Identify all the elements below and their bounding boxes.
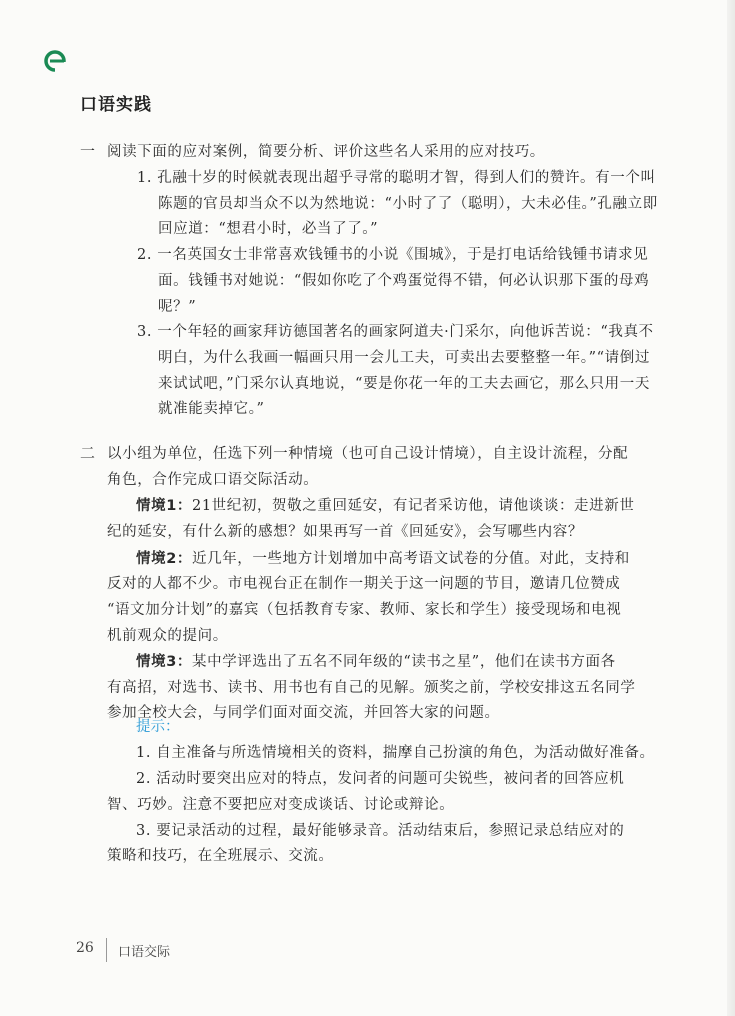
- scenario-3-line: 有高招，对选书、读书、用书也有自己的见解。颁奖之前，学校安排这五名同学: [107, 680, 636, 696]
- scenario-1-line: 纪的延安，有什么新的感想？如果再写一首《回延安》，会写哪些内容？: [107, 524, 583, 540]
- scenario-2-label: 情境2：: [136, 551, 192, 567]
- scenario-3-line: 某中学评选出了五名不同年级的“读书之星”，他们在读书方面各: [192, 654, 616, 670]
- scenario-2-line: 机前观众的提问。: [107, 628, 228, 644]
- scenario-3-label: 情境3：: [136, 654, 192, 670]
- section-2-number: 二: [80, 444, 96, 462]
- page-number: 26: [76, 940, 94, 956]
- scenario-2-line: “语文加分计划”的嘉宾（包括教育专家、教师、家长和学生）接受现场和电视: [107, 602, 622, 618]
- case-1-line: 陈题的官员却当众不以为然地说：“小时了了（聪明），大未必佳。”孔融立即: [158, 196, 658, 212]
- section-1-number: 一: [80, 142, 96, 160]
- case-3-line: 就准能卖掉它。”: [158, 401, 265, 417]
- case-3-line: 来试试吧，”门采尔认真地说，“要是你花一年的工夫去画它，那么只用一天: [158, 376, 650, 392]
- page-title: 口语实践: [80, 95, 152, 115]
- tip-label: 提示：: [136, 719, 180, 735]
- footer-divider: [106, 938, 107, 962]
- tip-1-line: 1. 自主准备与所选情境相关的资料，揣摩自己扮演的角色，为活动做好准备。: [136, 745, 655, 761]
- scenario-1-label: 情境1：: [136, 498, 192, 514]
- page-edge: [727, 0, 735, 1016]
- case-2-line: 面。钱锺书对她说：“假如你吃了个鸡蛋觉得不错，何必认识那下蛋的母鸡: [158, 273, 650, 289]
- section-1-intro: 阅读下面的应对案例，简要分析、评价这些名人采用的应对技巧。: [107, 144, 545, 160]
- section-2-intro: 以小组为单位，任选下列一种情境（也可自己设计情境），自主设计流程，分配: [107, 446, 629, 462]
- tip-2-line: 智、巧妙。注意不要把应对变成谈话、讨论或辩论。: [107, 797, 455, 813]
- leaf-logo-icon: [44, 50, 66, 72]
- tip-3-line: 3. 要记录活动的过程，最好能够录音。活动结束后，参照记录总结应对的: [136, 823, 625, 839]
- case-1-line: 1. 孔融十岁的时候就表现出超乎寻常的聪明才智，得到人们的赞许。有一个叫: [137, 170, 656, 186]
- scenario-3-line: 参加全校大会，与同学们面对面交流，并回答大家的问题。: [107, 705, 500, 721]
- tip-3-line: 策略和技巧，在全班展示、交流。: [107, 848, 334, 864]
- case-2-line: 2. 一名英国女士非常喜欢钱锺书的小说《围城》，于是打电话给钱锺书请求见: [137, 247, 649, 263]
- case-1-line: 回应道：“想君小时，必当了了。”: [158, 221, 379, 237]
- scenario-1-line: 21世纪初，贺敬之重回延安，有记者采访他，请他谈谈：走进新世: [192, 498, 635, 514]
- case-3-line: 明白，为什么我画一幅画只用一会儿工夫，可卖出去要整整一年。”“请倒过: [158, 350, 650, 366]
- case-3-line: 3. 一个年轻的画家拜访德国著名的画家阿道夫·门采尔，向他诉苦说：“我真不: [137, 324, 654, 340]
- tip-2-line: 2. 活动时要突出应对的特点，发问者的问题可尖锐些，被问者的回答应机: [136, 771, 625, 787]
- scenario-2-line: 反对的人都不少。市电视台正在制作一期关于这一问题的节目，邀请几位赞成: [107, 576, 621, 592]
- section-2-intro: 角色，合作完成口语交际活动。: [107, 472, 319, 488]
- case-2-line: 呢？”: [158, 299, 197, 315]
- scenario-2-line: 近几年，一些地方计划增加中高考语文试卷的分值。对此，支持和: [192, 551, 630, 567]
- footer-section-title: 口语交际: [118, 945, 171, 960]
